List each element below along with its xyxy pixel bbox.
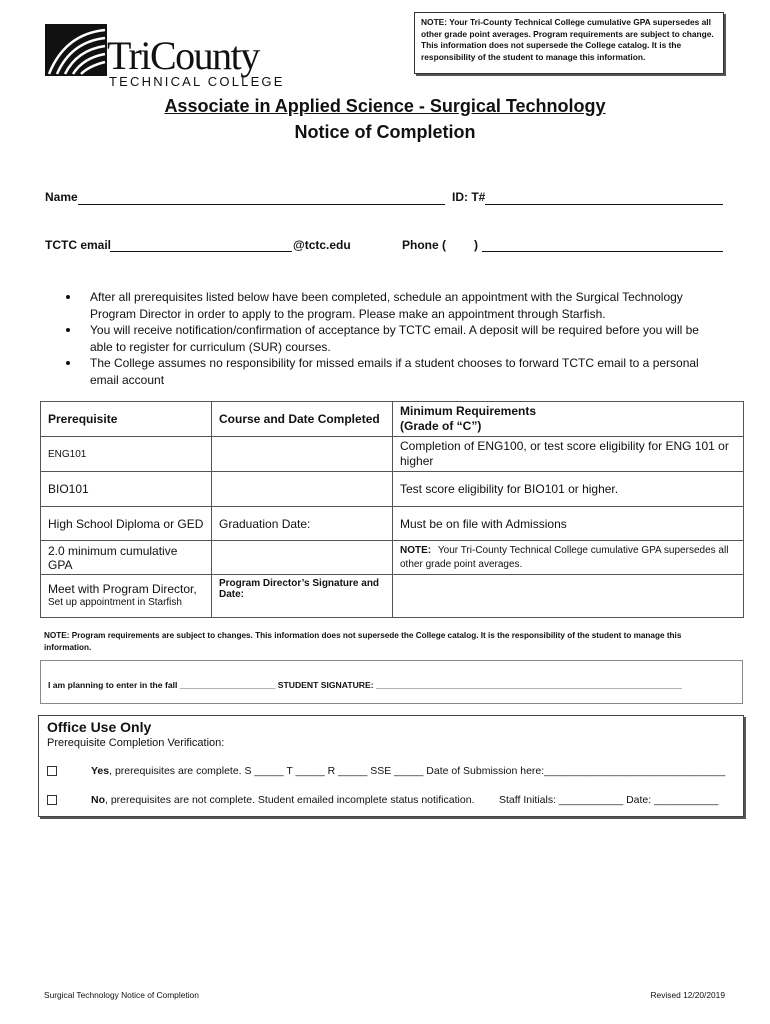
- logo-wordmark: TriCounty: [107, 33, 259, 78]
- course-cell[interactable]: [212, 541, 393, 575]
- phone-field[interactable]: [482, 251, 723, 252]
- office-title: Office Use Only: [47, 719, 152, 735]
- phone-label: Phone (: [402, 238, 446, 252]
- plan-text: I am planning to enter in the fall: [48, 680, 178, 690]
- table-row: [41, 507, 744, 541]
- instructions-list: [66, 289, 716, 388]
- logo-subtitle: TECHNICAL COLLEGE: [109, 74, 285, 89]
- footer-revised: Revised 12/20/2019: [650, 990, 725, 1000]
- no-label: No: [91, 794, 105, 806]
- list-item: [66, 289, 716, 322]
- course-cell[interactable]: Graduation Date:: [212, 507, 393, 541]
- name-label: Name: [45, 190, 78, 204]
- prereq-text: Meet with Program Director,: [48, 582, 197, 596]
- bullet-text: You will receive notification/confirmation of acceptance by TCTC email. A deposit will be required before you will be able to register for curriculum (SUR) courses.: [90, 323, 699, 354]
- req-cell: Completion of ENG100, or test score eligibility for ENG 101 or higher: [393, 437, 744, 472]
- email-suffix: @tctc.edu: [293, 238, 351, 252]
- phone-close: ): [474, 238, 478, 252]
- footer-left: Surgical Technology Notice of Completion: [44, 990, 199, 1000]
- office-use-box: [38, 715, 744, 817]
- page-title: Associate in Applied Science - Surgical Technology: [164, 96, 606, 116]
- office-subtitle: Prerequisite Completion Verification:: [47, 737, 225, 749]
- prereq-cell: BIO101: [41, 472, 212, 507]
- course-cell[interactable]: [212, 437, 393, 472]
- requirements-table: [40, 401, 744, 618]
- name-field[interactable]: [78, 204, 445, 205]
- prereq-cell: [41, 575, 212, 618]
- bullet-icon: [66, 295, 70, 299]
- fall-term-field[interactable]: ____________________: [179, 680, 276, 690]
- table-header-row: [41, 402, 744, 437]
- req-cell: Must be on file with Admissions: [393, 507, 744, 541]
- header-min-requirements: [393, 402, 744, 437]
- table-row: [41, 437, 744, 472]
- prereq-subtext: Set up appointment in Starfish: [48, 597, 182, 608]
- header-course-date: Course and Date Completed: [212, 402, 393, 437]
- email-field[interactable]: [110, 251, 292, 252]
- header-min-requirements-line1: Minimum Requirements: [400, 404, 537, 418]
- req-note-text: Your Tri-County Technical College cumulative GPA supersedes all other grade point averages.: [400, 545, 729, 570]
- id-field[interactable]: [485, 204, 723, 205]
- list-item: [66, 355, 716, 388]
- college-logo: [45, 20, 285, 89]
- signature-cell[interactable]: Program Director’s Signature and Date:: [212, 575, 393, 618]
- enrollment-plan-box: [40, 660, 743, 704]
- id-label: ID: T#: [452, 190, 486, 204]
- yes-label: Yes: [91, 765, 110, 777]
- gpa-note-box: NOTE: Your Tri-County Technical College cumulative GPA supersedes all other grade point averages. Program requirements are subject to change. This information does not supersede the College catalog. It is the responsibility of the student to manage this information.: [414, 12, 724, 74]
- header-prerequisite: Prerequisite: [41, 402, 212, 437]
- req-cell: Test score eligibility for BIO101 or higher.: [393, 472, 744, 507]
- table-row: [41, 541, 744, 575]
- req-note-label: NOTE:: [400, 545, 432, 556]
- header-min-requirements-line2: (Grade of “C”): [400, 419, 482, 433]
- table-row: [41, 575, 744, 618]
- yes-text: , prerequisites are complete. S _____ T _____ R _____ SSE _____ Date of Submission here:_______________________________: [109, 765, 726, 777]
- yes-checkbox[interactable]: [47, 766, 57, 776]
- page-subtitle: Notice of Completion: [294, 122, 476, 142]
- course-cell[interactable]: [212, 472, 393, 507]
- no-row: [47, 794, 737, 806]
- prereq-cell: ENG101: [41, 437, 212, 472]
- prereq-cell: 2.0 minimum cumulative GPA: [41, 541, 212, 575]
- bullet-icon: [66, 361, 70, 365]
- email-label: TCTC email: [45, 238, 112, 252]
- req-cell: [393, 575, 744, 618]
- bullet-text: After all prerequisites listed below have been completed, schedule an appointment with the Surgical Technology Program Director in order to apply to the program. Please make an appointment through Starfish.: [90, 290, 683, 321]
- yes-row: [47, 765, 737, 777]
- table-row: [41, 472, 744, 507]
- swoosh-logo-icon: [45, 24, 107, 76]
- req-cell: [393, 541, 744, 575]
- no-checkbox[interactable]: [47, 795, 57, 805]
- student-signature-field[interactable]: ________________________________________________________________: [375, 680, 682, 690]
- student-signature-label: STUDENT SIGNATURE:: [277, 680, 374, 690]
- bullet-text: The College assumes no responsibility for missed emails if a student chooses to forward TCTC email to a personal email account: [90, 356, 699, 387]
- no-text: , prerequisites are not complete. Student emailed incomplete status notification.: [105, 794, 475, 806]
- list-item: [66, 322, 716, 355]
- requirements-note: NOTE: Program requirements are subject to changes. This information does not supersede the College catalog. It is the responsibility of the student to manage this information.: [44, 631, 682, 652]
- staff-initials-date[interactable]: Staff Initials: ___________ Date: ___________: [499, 794, 719, 806]
- prereq-cell: High School Diploma or GED: [41, 507, 212, 541]
- bullet-icon: [66, 328, 70, 332]
